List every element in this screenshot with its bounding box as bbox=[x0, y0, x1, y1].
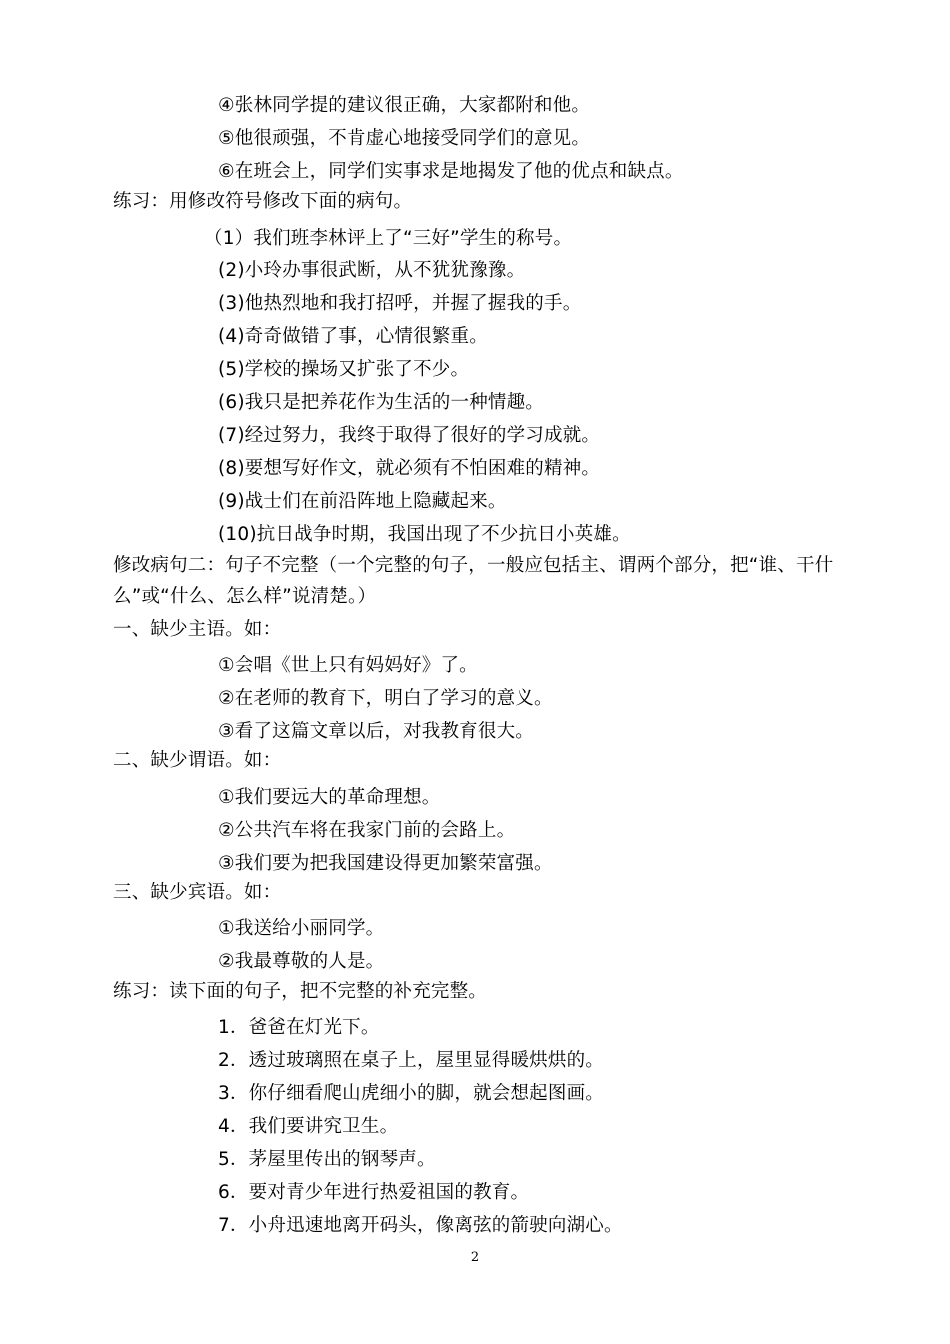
lack-predicate-item-3: ③我们要为把我国建设得更加繁荣富强。 bbox=[218, 853, 553, 874]
example-sentence-5: ⑤他很顽强，不肯虚心地接受同学们的意见。 bbox=[218, 128, 591, 149]
exercise2-heading: 练习：读下面的句子，把不完整的补充完整。 bbox=[113, 981, 488, 1002]
exercise1-item-6: (6)我只是把养花作为生活的一种情趣。 bbox=[218, 392, 545, 413]
exercise2-item-2: 2．透过玻璃照在桌子上，屋里显得暖烘烘的。 bbox=[218, 1050, 604, 1071]
exercise1-item-3: (3)他热烈地和我打招呼，并握了握我的手。 bbox=[218, 293, 582, 314]
lack-predicate-item-1: ①我们要远大的革命理想。 bbox=[218, 787, 441, 808]
lack-subject-item-1: ①会唱《世上只有妈妈好》了。 bbox=[218, 655, 478, 676]
example-sentence-6: ⑥在班会上，同学们实事求是地揭发了他的优点和缺点。 bbox=[218, 161, 684, 182]
exercise2-item-3: 3．你仔细看爬山虎细小的脚，就会想起图画。 bbox=[218, 1083, 604, 1104]
exercise1-item-1: （1）我们班李林评上了“三好”学生的称号。 bbox=[204, 228, 573, 249]
exercise1-item-10: (10)抗日战争时期，我国出现了不少抗日小英雄。 bbox=[218, 524, 631, 545]
lack-object-heading: 三、缺少宾语。如： bbox=[113, 882, 282, 903]
exercise2-item-5: 5．茅屋里传出的钢琴声。 bbox=[218, 1149, 436, 1170]
exercise1-item-9: (9)战士们在前沿阵地上隐藏起来。 bbox=[218, 491, 507, 512]
exercise1-item-5: (5)学校的操场又扩张了不少。 bbox=[218, 359, 470, 380]
exercise1-item-2: (2)小玲办事很武断，从不犹犹豫豫。 bbox=[218, 260, 526, 281]
exercise1-item-8: (8)要想写好作文，就必须有不怕困难的精神。 bbox=[218, 458, 601, 479]
exercise2-item-6: 6．要对青少年进行热爱祖国的教育。 bbox=[218, 1182, 530, 1203]
exercise1-heading: 练习：用修改符号修改下面的病句。 bbox=[113, 191, 413, 212]
exercise2-item-7: 7．小舟迅速地离开码头，像离弦的箭驶向湖心。 bbox=[218, 1215, 623, 1236]
section2-heading: 修改病句二：句子不完整（一个完整的句子，一般应包括主、谓两个部分，把“谁、干什么”或“什么、怎么样”说清楚。） bbox=[113, 555, 834, 607]
exercise1-item-4: (4)奇奇做错了事，心情很繁重。 bbox=[218, 326, 488, 347]
lack-predicate-heading: 二、缺少谓语。如： bbox=[113, 750, 282, 771]
exercise1-item-7: (7)经过努力，我终于取得了很好的学习成就。 bbox=[218, 425, 601, 446]
page-number: 2 bbox=[470, 1250, 480, 1265]
exercise2-item-1: 1．爸爸在灯光下。 bbox=[218, 1017, 380, 1038]
lack-object-item-1: ①我送给小丽同学。 bbox=[218, 918, 385, 939]
lack-subject-item-2: ②在老师的教育下，明白了学习的意义。 bbox=[218, 688, 553, 709]
lack-object-item-2: ②我最尊敬的人是。 bbox=[218, 951, 385, 972]
lack-subject-item-3: ③看了这篇文章以后，对我教育很大。 bbox=[218, 721, 534, 742]
exercise2-item-4: 4．我们要讲究卫生。 bbox=[218, 1116, 399, 1137]
lack-predicate-item-2: ②公共汽车将在我家门前的会路上。 bbox=[218, 820, 516, 841]
example-sentence-4: ④张林同学提的建议很正确，大家都附和他。 bbox=[218, 95, 591, 116]
lack-subject-heading: 一、缺少主语。如： bbox=[113, 619, 282, 640]
